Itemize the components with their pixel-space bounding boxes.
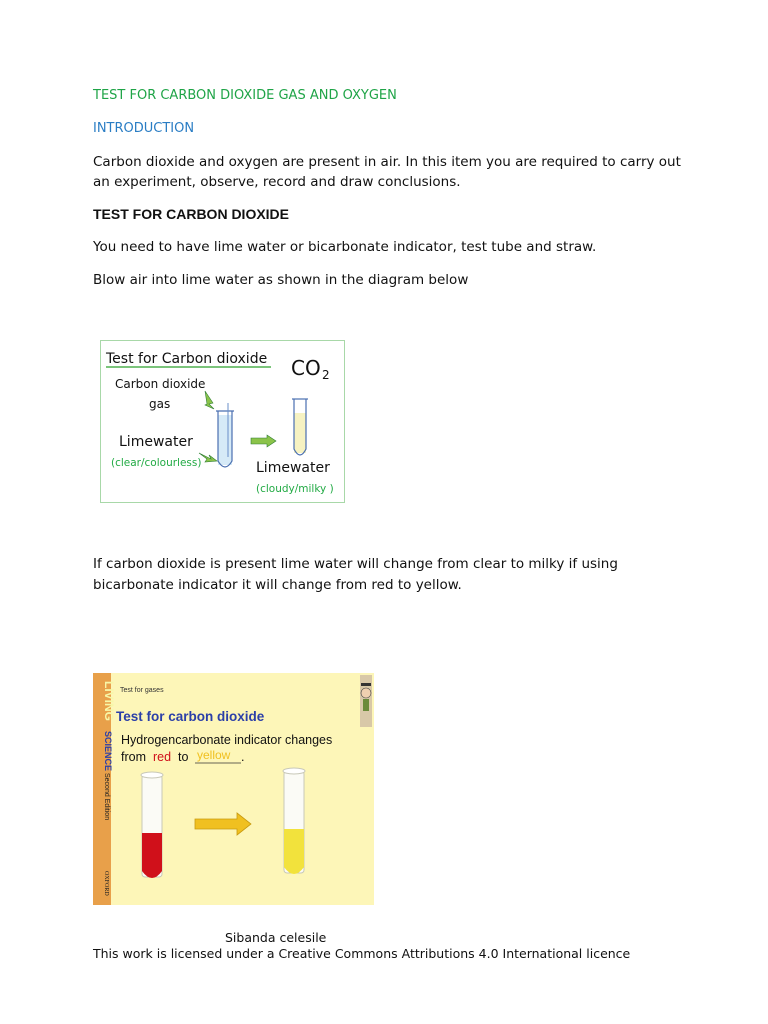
co2-formula: CO [291, 356, 321, 380]
instruction-paragraph: Blow air into lime water as shown in the diagram below [93, 272, 469, 288]
co2-formula-subscript: 2 [322, 368, 330, 382]
limewater-test-figure [100, 340, 345, 503]
gas-arrow [205, 391, 214, 409]
section-heading: TEST FOR CARBON DIOXIDE [93, 206, 290, 222]
yellow-indicator-tube [283, 768, 305, 874]
document-title: TEST FOR CARBON DIOXIDE GAS AND OXYGEN [93, 88, 397, 103]
licence-notice: This work is licensed under a Creative Commons Attributions 4.0 International licence [93, 946, 631, 961]
carbon-dioxide-gas-label: Carbon dioxide [115, 377, 206, 391]
limewater-left-note: (clear/colourless) [111, 457, 202, 469]
author-name: Sibanda celesile [225, 930, 327, 945]
reaction-arrow [251, 435, 276, 447]
slide-title: Test for carbon dioxide [116, 709, 265, 724]
slide-text-line1: Hydrogencarbonate indicator changes [121, 733, 333, 747]
clear-limewater-tube [216, 403, 234, 467]
introduction-heading: INTRODUCTION [93, 121, 195, 136]
slide-text-blank: yellow [197, 748, 231, 762]
slide-text-to: to [178, 750, 189, 764]
introduction-paragraph: Carbon dioxide and oxygen are present in air. In this item you are required to carry out an experiment, observe, record and draw conclusions. [93, 154, 681, 190]
requirements-paragraph: You need to have lime water or bicarbonate indicator, test tube and straw. [93, 239, 597, 255]
svg-text:.: . [241, 750, 245, 764]
result-paragraph: If carbon dioxide is present lime water will change from clear to milky if using bicarbonate indicator it will change from red to yellow. [93, 556, 618, 593]
slide-header: Test for gases [120, 687, 164, 694]
limewater-left-label: Limewater [119, 434, 193, 450]
publisher-text: OXFORD [103, 871, 109, 896]
series-brand-text: LIVING [102, 681, 116, 722]
milky-limewater-tube [292, 399, 308, 455]
gas-label: gas [149, 397, 171, 411]
limewater-right-label: Limewater [256, 460, 330, 476]
figure1-title: Test for Carbon dioxide [106, 351, 268, 367]
limewater-right-note: (cloudy/milky ) [256, 483, 334, 495]
slide-text-red: red [153, 750, 172, 764]
edition-text: Second Edition [103, 773, 110, 821]
red-indicator-tube [141, 772, 163, 878]
series-sub-text: SCIENCE [103, 731, 113, 772]
mascot-icon [360, 675, 372, 727]
slide-text-from: from [121, 750, 146, 764]
limewater-arrow [199, 453, 217, 462]
indicator-test-slide [93, 673, 374, 905]
